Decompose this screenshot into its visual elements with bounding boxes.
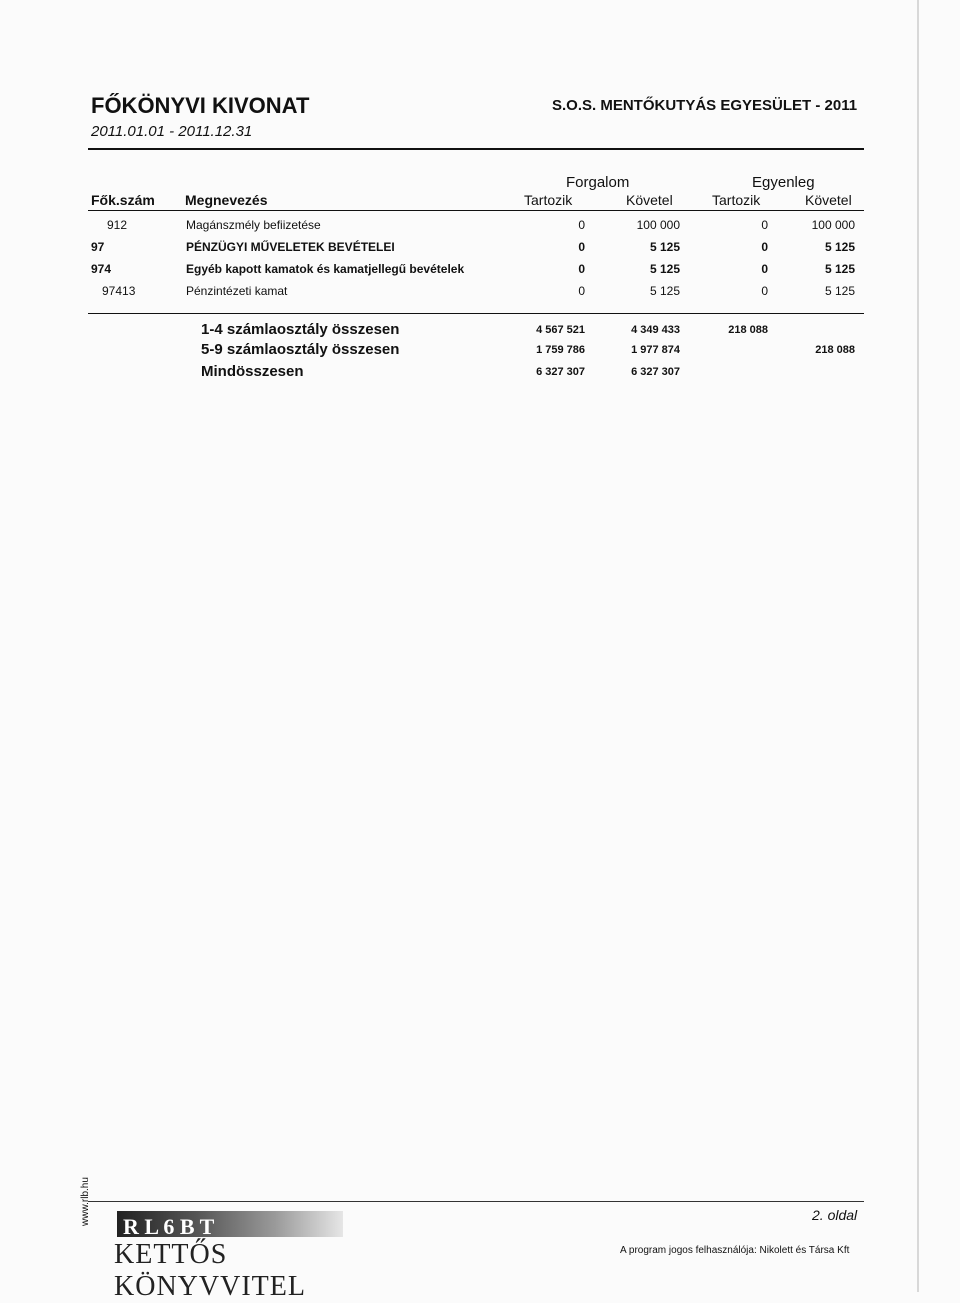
- egyenleg-kovetel: 5 125: [824, 284, 855, 298]
- egyenleg-kovetel-header: Követel: [805, 192, 852, 208]
- account-code: 912: [107, 218, 128, 232]
- column-header-rule: [88, 210, 864, 211]
- logo-band: [117, 1211, 343, 1237]
- document-title: FŐKÖNYVI KIVONAT: [91, 93, 310, 118]
- egyenleg-kovetel: 100 000: [811, 218, 855, 232]
- totals-rule: [88, 313, 864, 314]
- totals-label: 5-9 számlaosztály összesen: [201, 341, 400, 358]
- table-row: [0, 240, 960, 260]
- egyenleg-tartozik: 0: [761, 240, 768, 254]
- table-row: [0, 262, 960, 282]
- account-code: 974: [91, 262, 112, 276]
- header-rule: [88, 148, 864, 150]
- logo-mark: R L 6 B T: [123, 1214, 215, 1239]
- forgalom-tartozik: 0: [578, 262, 585, 276]
- egyenleg-tartozik: 0: [761, 284, 768, 298]
- account-name: Magánszmély befiizetése: [186, 218, 321, 232]
- account-name: Egyéb kapott kamatok és kamatjellegű bevételek: [186, 262, 465, 276]
- forgalom-tartozik-total: 1 759 786: [536, 344, 585, 356]
- egyenleg-kovetel-total: 218 088: [815, 344, 855, 356]
- forgalom-kovetel-total: 1 977 874: [631, 344, 680, 356]
- forgalom-kovetel-total: 6 327 307: [631, 366, 680, 378]
- forgalom-tartozik-total: 4 567 521: [536, 324, 585, 336]
- forgalom-kovetel: 5 125: [649, 284, 680, 298]
- logo-text: KETTŐS KÖNYVVITEL: [114, 1239, 306, 1302]
- page-edge: [917, 0, 919, 1292]
- forgalom-tartozik: 0: [578, 218, 585, 232]
- name-column-header: Megnevezés: [185, 192, 268, 208]
- egyenleg-header: Egyenleg: [752, 174, 815, 191]
- table-row: [0, 284, 960, 304]
- forgalom-kovetel-header: Követel: [626, 192, 673, 208]
- page-number: 2. oldal: [812, 1207, 858, 1223]
- totals-row: [0, 363, 960, 385]
- licence-note: A program jogos felhasználója: Nikolett és Társa Kft: [620, 1245, 850, 1256]
- forgalom-kovetel: 5 125: [649, 262, 680, 276]
- totals-label: Mindösszesen: [201, 363, 304, 380]
- egyenleg-tartozik-total: 218 088: [728, 324, 768, 336]
- egyenleg-kovetel: 5 125: [824, 262, 855, 276]
- forgalom-tartozik: 0: [578, 284, 585, 298]
- company-logo: [110, 1210, 350, 1302]
- egyenleg-tartozik-header: Tartozik: [712, 192, 761, 208]
- forgalom-kovetel: 5 125: [649, 240, 680, 254]
- code-column-header: Fők.szám: [91, 192, 155, 208]
- totals-row: [0, 321, 960, 343]
- forgalom-kovetel: 100 000: [636, 218, 680, 232]
- account-code: 97413: [102, 284, 136, 298]
- forgalom-tartozik-total: 6 327 307: [536, 366, 585, 378]
- account-name: Pénzintézeti kamat: [186, 284, 288, 298]
- forgalom-header: Forgalom: [566, 174, 630, 191]
- egyenleg-tartozik: 0: [761, 218, 768, 232]
- table-row: [0, 218, 960, 238]
- account-name: PÉNZÜGYI MŰVELETEK BEVÉTELEI: [186, 240, 395, 254]
- egyenleg-kovetel: 5 125: [824, 240, 855, 254]
- egyenleg-tartozik: 0: [761, 262, 768, 276]
- totals-row: [0, 341, 960, 363]
- footer-rule: [88, 1201, 864, 1202]
- forgalom-tartozik-header: Tartozik: [524, 192, 573, 208]
- forgalom-tartozik: 0: [578, 240, 585, 254]
- account-code: 97: [91, 240, 105, 254]
- totals-label: 1-4 számlaosztály összesen: [201, 321, 400, 338]
- website: www.rlb.hu: [80, 1177, 91, 1226]
- organization-name: S.O.S. MENTŐKUTYÁS EGYESÜLET - 2011: [552, 97, 858, 114]
- forgalom-kovetel-total: 4 349 433: [631, 324, 680, 336]
- period: 2011.01.01 - 2011.12.31: [91, 123, 253, 140]
